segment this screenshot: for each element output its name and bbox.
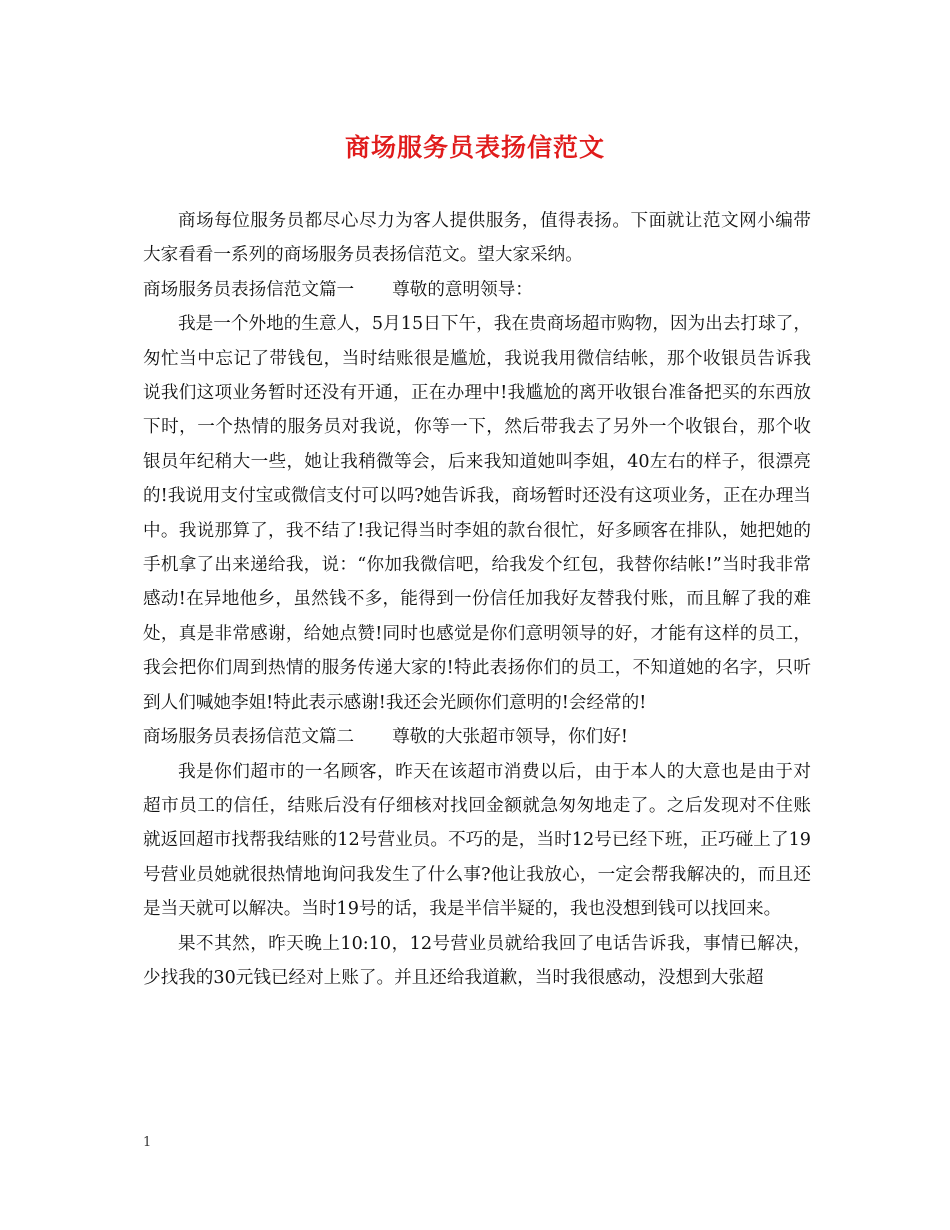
section-1-salutation: 尊敬的意明领导： <box>392 279 533 300</box>
intro-paragraph: 商场每位服务员都尽心尽力为客人提供服务，值得表扬。下面就让范文网小编带大家看看一系列的商场服务员表扬信范文。望大家采纳。 <box>143 211 811 266</box>
section-1-heading-line <box>143 273 811 307</box>
section-2-heading-line <box>143 720 811 754</box>
section-2-heading: 商场服务员表扬信范文篇二 <box>143 727 355 748</box>
section-2-paragraph-2: 果不其然，昨天晚上10:10，12号营业员就给我回了电话告诉我，事情已解决，少找我的30元钱已经对上账了。并且还给我道歉，当时我很感动，没想到大张超 <box>143 933 811 988</box>
document-body <box>143 204 811 995</box>
page-number: 1 <box>143 1135 152 1150</box>
section-2-salutation: 尊敬的大张超市领导，你们好! <box>392 727 628 748</box>
section-1-paragraph-1: 我是一个外地的生意人，5月15日下午，我在贵商场超市购物，因为出去打球了，匆忙当中忘记了带钱包，当时结账很是尴尬，我说我用微信结帐，那个收银员告诉我说我们这项业务暂时还没有开通，正在办理中!我尴尬的离开收银台准备把买的东西放下时，一个热情的服务员对我说，你等一下，然后带我去了另外一个收银台，那个收银员年纪稍大一些，她让我稍微等会，后来我知道她叫李姐，40左右的样子，很漂亮的!我说用支付宝或微信支付可以吗?她告诉我，商场暂时还没有这项业务，正在办理当中。我说那算了，我不结了!我记得当时李姐的款台很忙，好多顾客在排队，她把她的手机拿了出来递给我，说：“你加我微信吧，给我发个红包，我替你结帐!”当时我非常感动!在异地他乡，虽然钱不多，能得到一份信任加我好友替我付账，而且解了我的难处，真是非常感谢，给她点赞!同时也感觉是你们意明领导的好，才能有这样的员工，我会把你们周到热情的服务传递大家的!特此表扬你们的员工，不知道她的名字，只听到人们喊她李姐!特此表示感谢!我还会光顾你们意明的!会经常的! <box>143 314 811 713</box>
page-title: 商场服务员表扬信范文 <box>344 133 605 162</box>
section-2-paragraph-1: 我是你们超市的一名顾客，昨天在该超市消费以后，由于本人的大意也是由于对超市员工的信任，结账后没有仔细核对找回金额就急匆匆地走了。之后发现对不住账就返回超市找帮我结账的12号营业员。不巧的是，当时12号已经下班，正巧碰上了19号营业员她就很热情地询问我发生了什么事?他让我放心，一定会帮我解决的，而且还是当天就可以解决。当时19号的话，我是半信半疑的，我也没想到钱可以找回来。 <box>143 761 811 920</box>
section-1-heading: 商场服务员表扬信范文篇一 <box>143 279 355 300</box>
